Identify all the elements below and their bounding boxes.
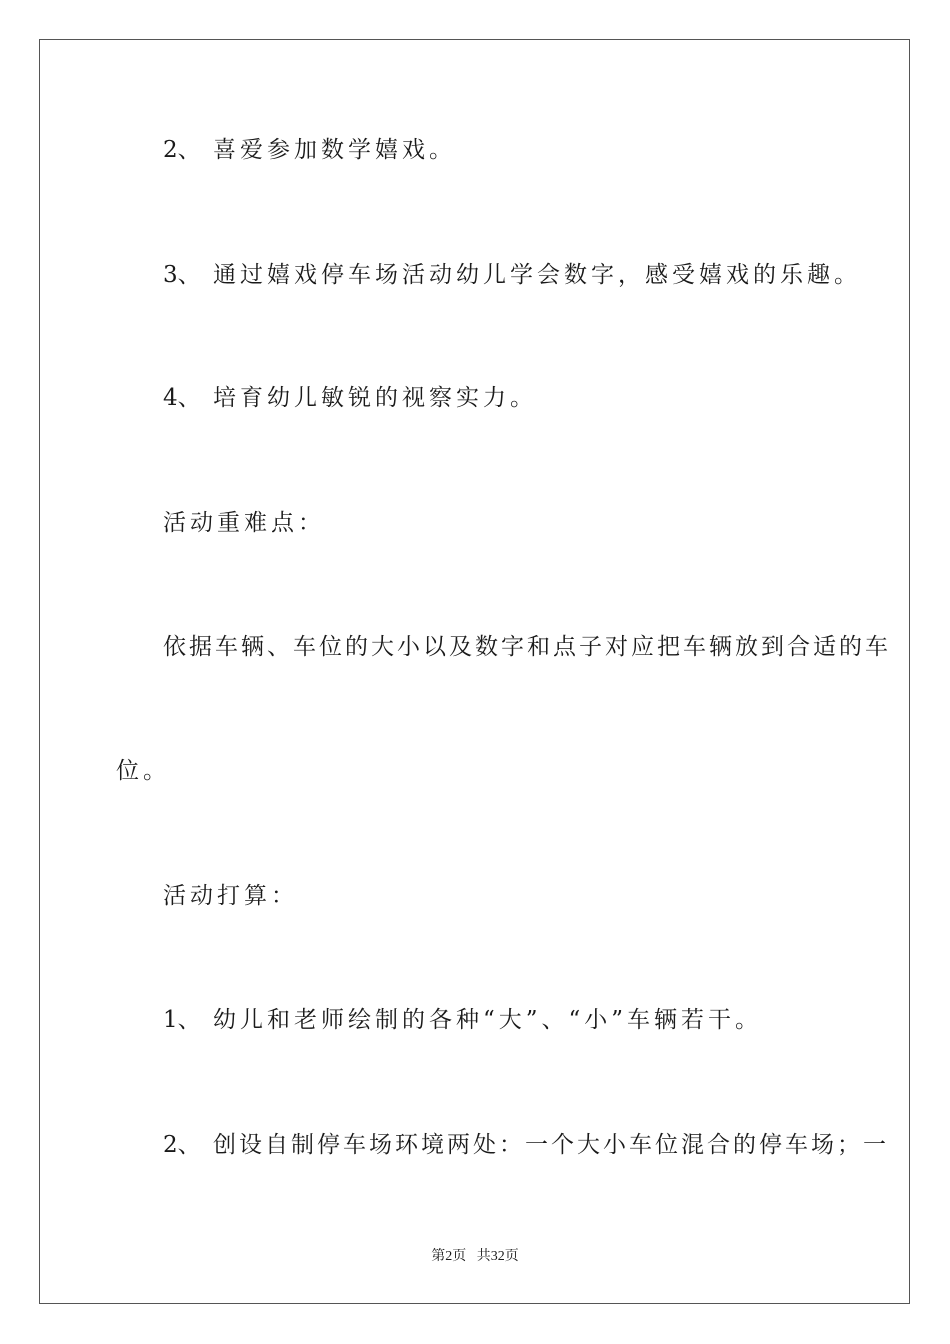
list-item-number: 2、 bbox=[163, 137, 201, 163]
paragraph-line: 依据车辆、车位的大小以及数字和点子对应把车辆放到合适的车 bbox=[163, 634, 891, 660]
list-item-number: 3、 bbox=[163, 262, 201, 288]
list-item-text: 创设自制停车场环境两处：一个大小车位混合的停车场；一 bbox=[213, 1132, 889, 1158]
page-border bbox=[39, 39, 910, 1304]
list-item bbox=[163, 383, 537, 413]
heading-preparation: 活动打算： bbox=[163, 883, 298, 909]
list-item-number: 4、 bbox=[163, 385, 201, 411]
list-item-text: 培育幼儿敏锐的视察实力。 bbox=[213, 385, 537, 411]
list-item-number: 2、 bbox=[163, 1132, 201, 1158]
list-item bbox=[163, 1005, 762, 1035]
page-footer: 第2页 共32页 bbox=[431, 1249, 519, 1264]
paragraph-line: 位。 bbox=[116, 758, 170, 784]
list-item bbox=[163, 135, 456, 165]
list-item-number: 1、 bbox=[163, 1007, 201, 1033]
heading-key-points: 活动重难点： bbox=[163, 510, 325, 536]
list-item-text: 通过嬉戏停车场活动幼儿学会数字，感受嬉戏的乐趣。 bbox=[213, 262, 861, 288]
list-item-text: 喜爱参加数学嬉戏。 bbox=[213, 137, 456, 163]
list-item-text: 幼儿和老师绘制的各种“大”、“小”车辆若干。 bbox=[213, 1007, 763, 1033]
list-item bbox=[163, 260, 861, 290]
list-item bbox=[163, 1130, 889, 1160]
